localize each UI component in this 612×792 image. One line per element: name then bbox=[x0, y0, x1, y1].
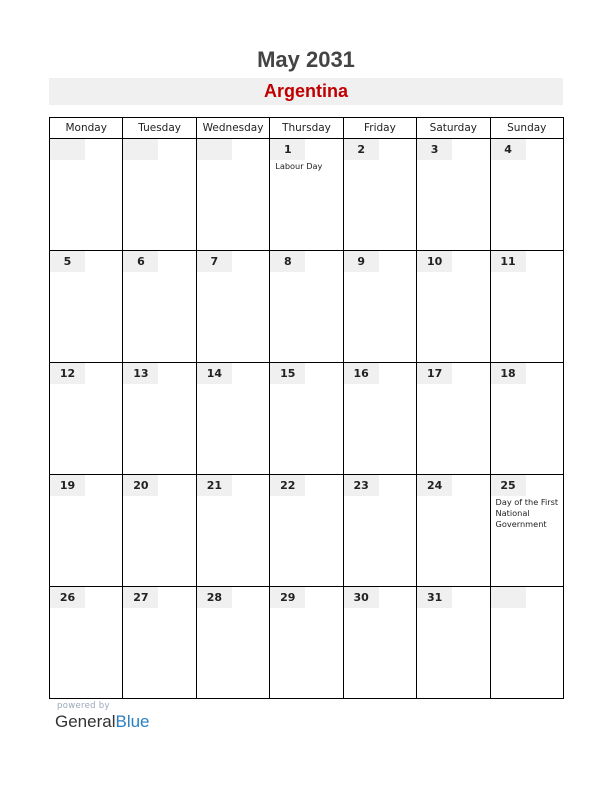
day-number: 9 bbox=[344, 251, 379, 272]
day-cell bbox=[123, 363, 196, 475]
day-cell bbox=[343, 587, 416, 699]
day-cell bbox=[343, 475, 416, 587]
day-cell bbox=[417, 251, 490, 363]
day-cell-content bbox=[123, 363, 195, 474]
day-number bbox=[491, 587, 526, 608]
weekday-header: Wednesday bbox=[196, 118, 269, 139]
day-number: 25 bbox=[491, 475, 526, 496]
brand-general: General bbox=[55, 712, 116, 731]
day-number: 15 bbox=[270, 363, 305, 384]
day-cell-content bbox=[50, 475, 122, 586]
day-number bbox=[123, 139, 158, 160]
day-number bbox=[197, 139, 232, 160]
powered-by-text: powered by bbox=[57, 701, 110, 711]
brand-logo[interactable] bbox=[55, 712, 150, 732]
week-row bbox=[50, 475, 564, 587]
day-cell bbox=[490, 587, 563, 699]
day-number: 11 bbox=[491, 251, 526, 272]
day-number: 3 bbox=[417, 139, 452, 160]
day-cell-content bbox=[197, 139, 269, 250]
day-number: 20 bbox=[123, 475, 158, 496]
day-cell-content bbox=[123, 139, 195, 250]
day-cell bbox=[196, 475, 269, 587]
calendar-grid bbox=[49, 117, 564, 699]
day-cell bbox=[343, 139, 416, 251]
day-cell-content bbox=[197, 587, 269, 698]
day-cell bbox=[196, 139, 269, 251]
day-cell bbox=[270, 475, 343, 587]
day-cell-content bbox=[491, 587, 563, 698]
day-cell-content bbox=[50, 587, 122, 698]
day-cell bbox=[50, 251, 123, 363]
day-cell bbox=[270, 587, 343, 699]
day-cell-content bbox=[344, 139, 416, 250]
day-number: 19 bbox=[50, 475, 85, 496]
day-number bbox=[50, 139, 85, 160]
day-number: 30 bbox=[344, 587, 379, 608]
day-number: 8 bbox=[270, 251, 305, 272]
weekday-header: Friday bbox=[343, 118, 416, 139]
day-number: 29 bbox=[270, 587, 305, 608]
day-number: 21 bbox=[197, 475, 232, 496]
day-cell bbox=[490, 475, 563, 587]
brand-blue: Blue bbox=[115, 712, 150, 731]
holiday-label: Labour Day bbox=[275, 161, 323, 171]
day-number: 31 bbox=[417, 587, 452, 608]
weekday-header-row bbox=[50, 118, 564, 139]
day-cell bbox=[50, 587, 123, 699]
day-number: 22 bbox=[270, 475, 305, 496]
day-cell-content bbox=[417, 363, 489, 474]
day-number: 4 bbox=[491, 139, 526, 160]
day-cell-content bbox=[123, 587, 195, 698]
week-row bbox=[50, 587, 564, 699]
day-number: 14 bbox=[197, 363, 232, 384]
weekday-header: Monday bbox=[50, 118, 123, 139]
weekday-header: Sunday bbox=[490, 118, 563, 139]
day-cell-content bbox=[270, 363, 342, 474]
day-cell-content bbox=[50, 139, 122, 250]
day-cell-content bbox=[344, 475, 416, 586]
day-cell bbox=[50, 363, 123, 475]
day-cell bbox=[490, 139, 563, 251]
day-cell-content bbox=[270, 251, 342, 362]
day-cell bbox=[50, 139, 123, 251]
day-cell bbox=[123, 251, 196, 363]
weekday-header: Thursday bbox=[270, 118, 343, 139]
day-cell-content bbox=[270, 139, 342, 250]
day-cell-content bbox=[197, 475, 269, 586]
day-cell-content bbox=[344, 587, 416, 698]
day-cell bbox=[270, 363, 343, 475]
day-cell bbox=[123, 475, 196, 587]
day-number: 6 bbox=[123, 251, 158, 272]
day-number: 5 bbox=[50, 251, 85, 272]
weekday-header: Saturday bbox=[417, 118, 490, 139]
day-cell-content bbox=[123, 475, 195, 586]
day-cell-content bbox=[270, 475, 342, 586]
day-number: 10 bbox=[417, 251, 452, 272]
holiday-label: Day of the First National Government bbox=[495, 497, 559, 529]
week-row bbox=[50, 363, 564, 475]
day-cell-content bbox=[197, 363, 269, 474]
day-number: 18 bbox=[491, 363, 526, 384]
day-cell-content bbox=[50, 363, 122, 474]
day-cell bbox=[343, 251, 416, 363]
day-cell bbox=[417, 587, 490, 699]
day-number: 24 bbox=[417, 475, 452, 496]
page-title: May 2031 bbox=[257, 47, 355, 72]
day-cell bbox=[196, 251, 269, 363]
day-cell-content bbox=[197, 251, 269, 362]
day-number: 28 bbox=[197, 587, 232, 608]
day-cell bbox=[490, 251, 563, 363]
day-number: 7 bbox=[197, 251, 232, 272]
day-cell-content bbox=[50, 251, 122, 362]
day-cell bbox=[196, 587, 269, 699]
day-number: 2 bbox=[344, 139, 379, 160]
day-cell bbox=[343, 363, 416, 475]
day-cell bbox=[50, 475, 123, 587]
day-cell-content bbox=[491, 363, 563, 474]
day-cell-content bbox=[491, 139, 563, 250]
day-number: 16 bbox=[344, 363, 379, 384]
country-name: Argentina bbox=[263, 81, 348, 101]
day-cell-content bbox=[417, 251, 489, 362]
day-cell bbox=[196, 363, 269, 475]
day-number: 1 bbox=[270, 139, 305, 160]
day-cell-content bbox=[123, 251, 195, 362]
day-cell bbox=[123, 139, 196, 251]
day-number: 13 bbox=[123, 363, 158, 384]
day-number: 12 bbox=[50, 363, 85, 384]
day-cell bbox=[490, 363, 563, 475]
day-number: 26 bbox=[50, 587, 85, 608]
day-cell-content bbox=[417, 475, 489, 586]
day-cell-content bbox=[491, 251, 563, 362]
country-banner bbox=[49, 78, 563, 105]
day-cell-content bbox=[344, 251, 416, 362]
day-cell-content bbox=[270, 587, 342, 698]
day-cell bbox=[417, 139, 490, 251]
day-cell-content bbox=[417, 139, 489, 250]
day-cell-content bbox=[491, 475, 563, 586]
day-cell bbox=[417, 363, 490, 475]
week-row bbox=[50, 251, 564, 363]
day-cell bbox=[123, 587, 196, 699]
day-cell bbox=[270, 139, 343, 251]
weekday-header: Tuesday bbox=[123, 118, 196, 139]
week-row bbox=[50, 139, 564, 251]
day-number: 27 bbox=[123, 587, 158, 608]
day-cell bbox=[270, 251, 343, 363]
day-cell-content bbox=[417, 587, 489, 698]
day-number: 17 bbox=[417, 363, 452, 384]
day-cell-content bbox=[344, 363, 416, 474]
day-cell bbox=[417, 475, 490, 587]
day-number: 23 bbox=[344, 475, 379, 496]
